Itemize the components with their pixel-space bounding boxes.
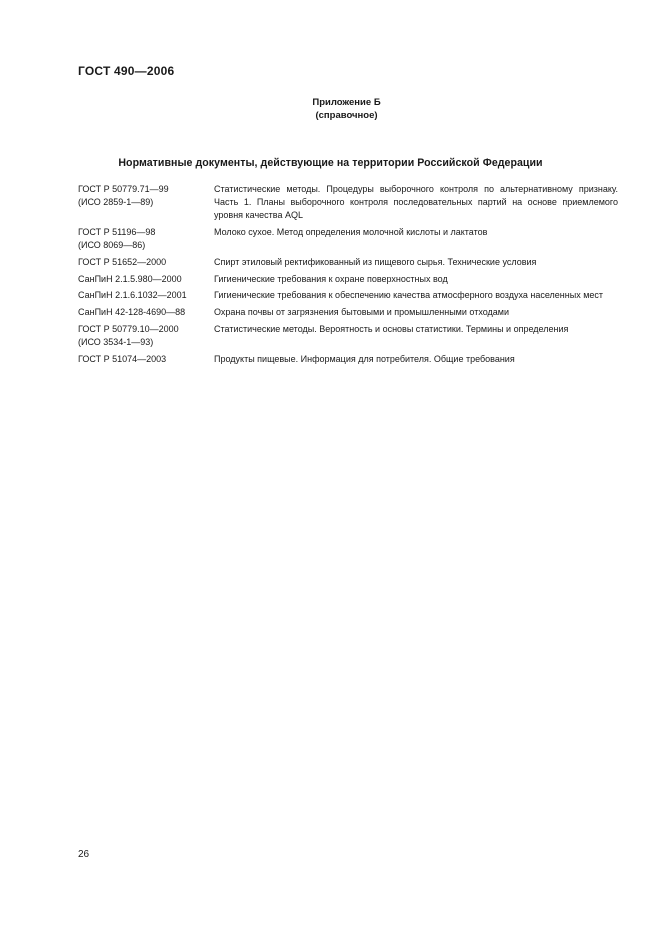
page-number: 26	[78, 849, 90, 860]
list-item	[78, 353, 618, 366]
list-item	[78, 183, 618, 223]
document-title: Статистические методы. Вероятность и основы статистики. Термины и определения	[214, 323, 569, 334]
list-item	[78, 306, 618, 319]
list-item	[78, 256, 618, 269]
appendix-note: (справочное)	[315, 110, 378, 121]
document-id: СанПиН 2.1.6.1032—2001	[78, 290, 187, 301]
document-id: ГОСТ Р 50779.10—2000 (ИСО 3534-1—93)	[78, 323, 179, 348]
list-item	[78, 226, 618, 252]
document-code: ГОСТ 490—2006	[78, 64, 175, 78]
appendix-title: Приложение Б	[312, 97, 381, 108]
document-id: СанПиН 2.1.5.980—2000	[78, 273, 182, 284]
document-id: ГОСТ Р 51196—98 (ИСО 8069—86)	[78, 227, 156, 251]
document-title: Охрана почвы от загрязнения бытовыми и промышленными отходами	[214, 307, 509, 318]
list-item	[78, 323, 618, 349]
section-heading: Нормативные документы, действующие на территории Российской Федерации	[118, 157, 543, 169]
document-id: ГОСТ Р 51074—2003	[78, 353, 167, 364]
document-title: Спирт этиловый ректификованный из пищевого сырья. Технические условия	[214, 257, 537, 268]
normative-documents-list	[78, 183, 618, 369]
document-id: СанПиН 42-128-4690—88	[78, 307, 186, 318]
document-title: Статистические методы. Процедуры выборочного контроля по альтернативному признаку. Часть 1. Планы выборочного контроля последовательных партий на основе приемлемого уровня качества AQL	[214, 184, 618, 221]
document-title: Гигиенические требования к обеспечению качества атмосферного воздуха населенных мест	[214, 290, 604, 301]
document-title: Молоко сухое. Метод определения молочной кислоты и лактатов	[214, 227, 488, 238]
document-title: Продукты пищевые. Информация для потребителя. Общие требования	[214, 353, 515, 364]
document-id: ГОСТ Р 50779.71—99 (ИСО 2859-1—89)	[78, 184, 169, 208]
list-item	[78, 273, 618, 286]
document-id: ГОСТ Р 51652—2000	[78, 257, 167, 268]
document-title: Гигиенические требования к охране поверхностных вод	[214, 273, 448, 284]
list-item	[78, 289, 618, 302]
